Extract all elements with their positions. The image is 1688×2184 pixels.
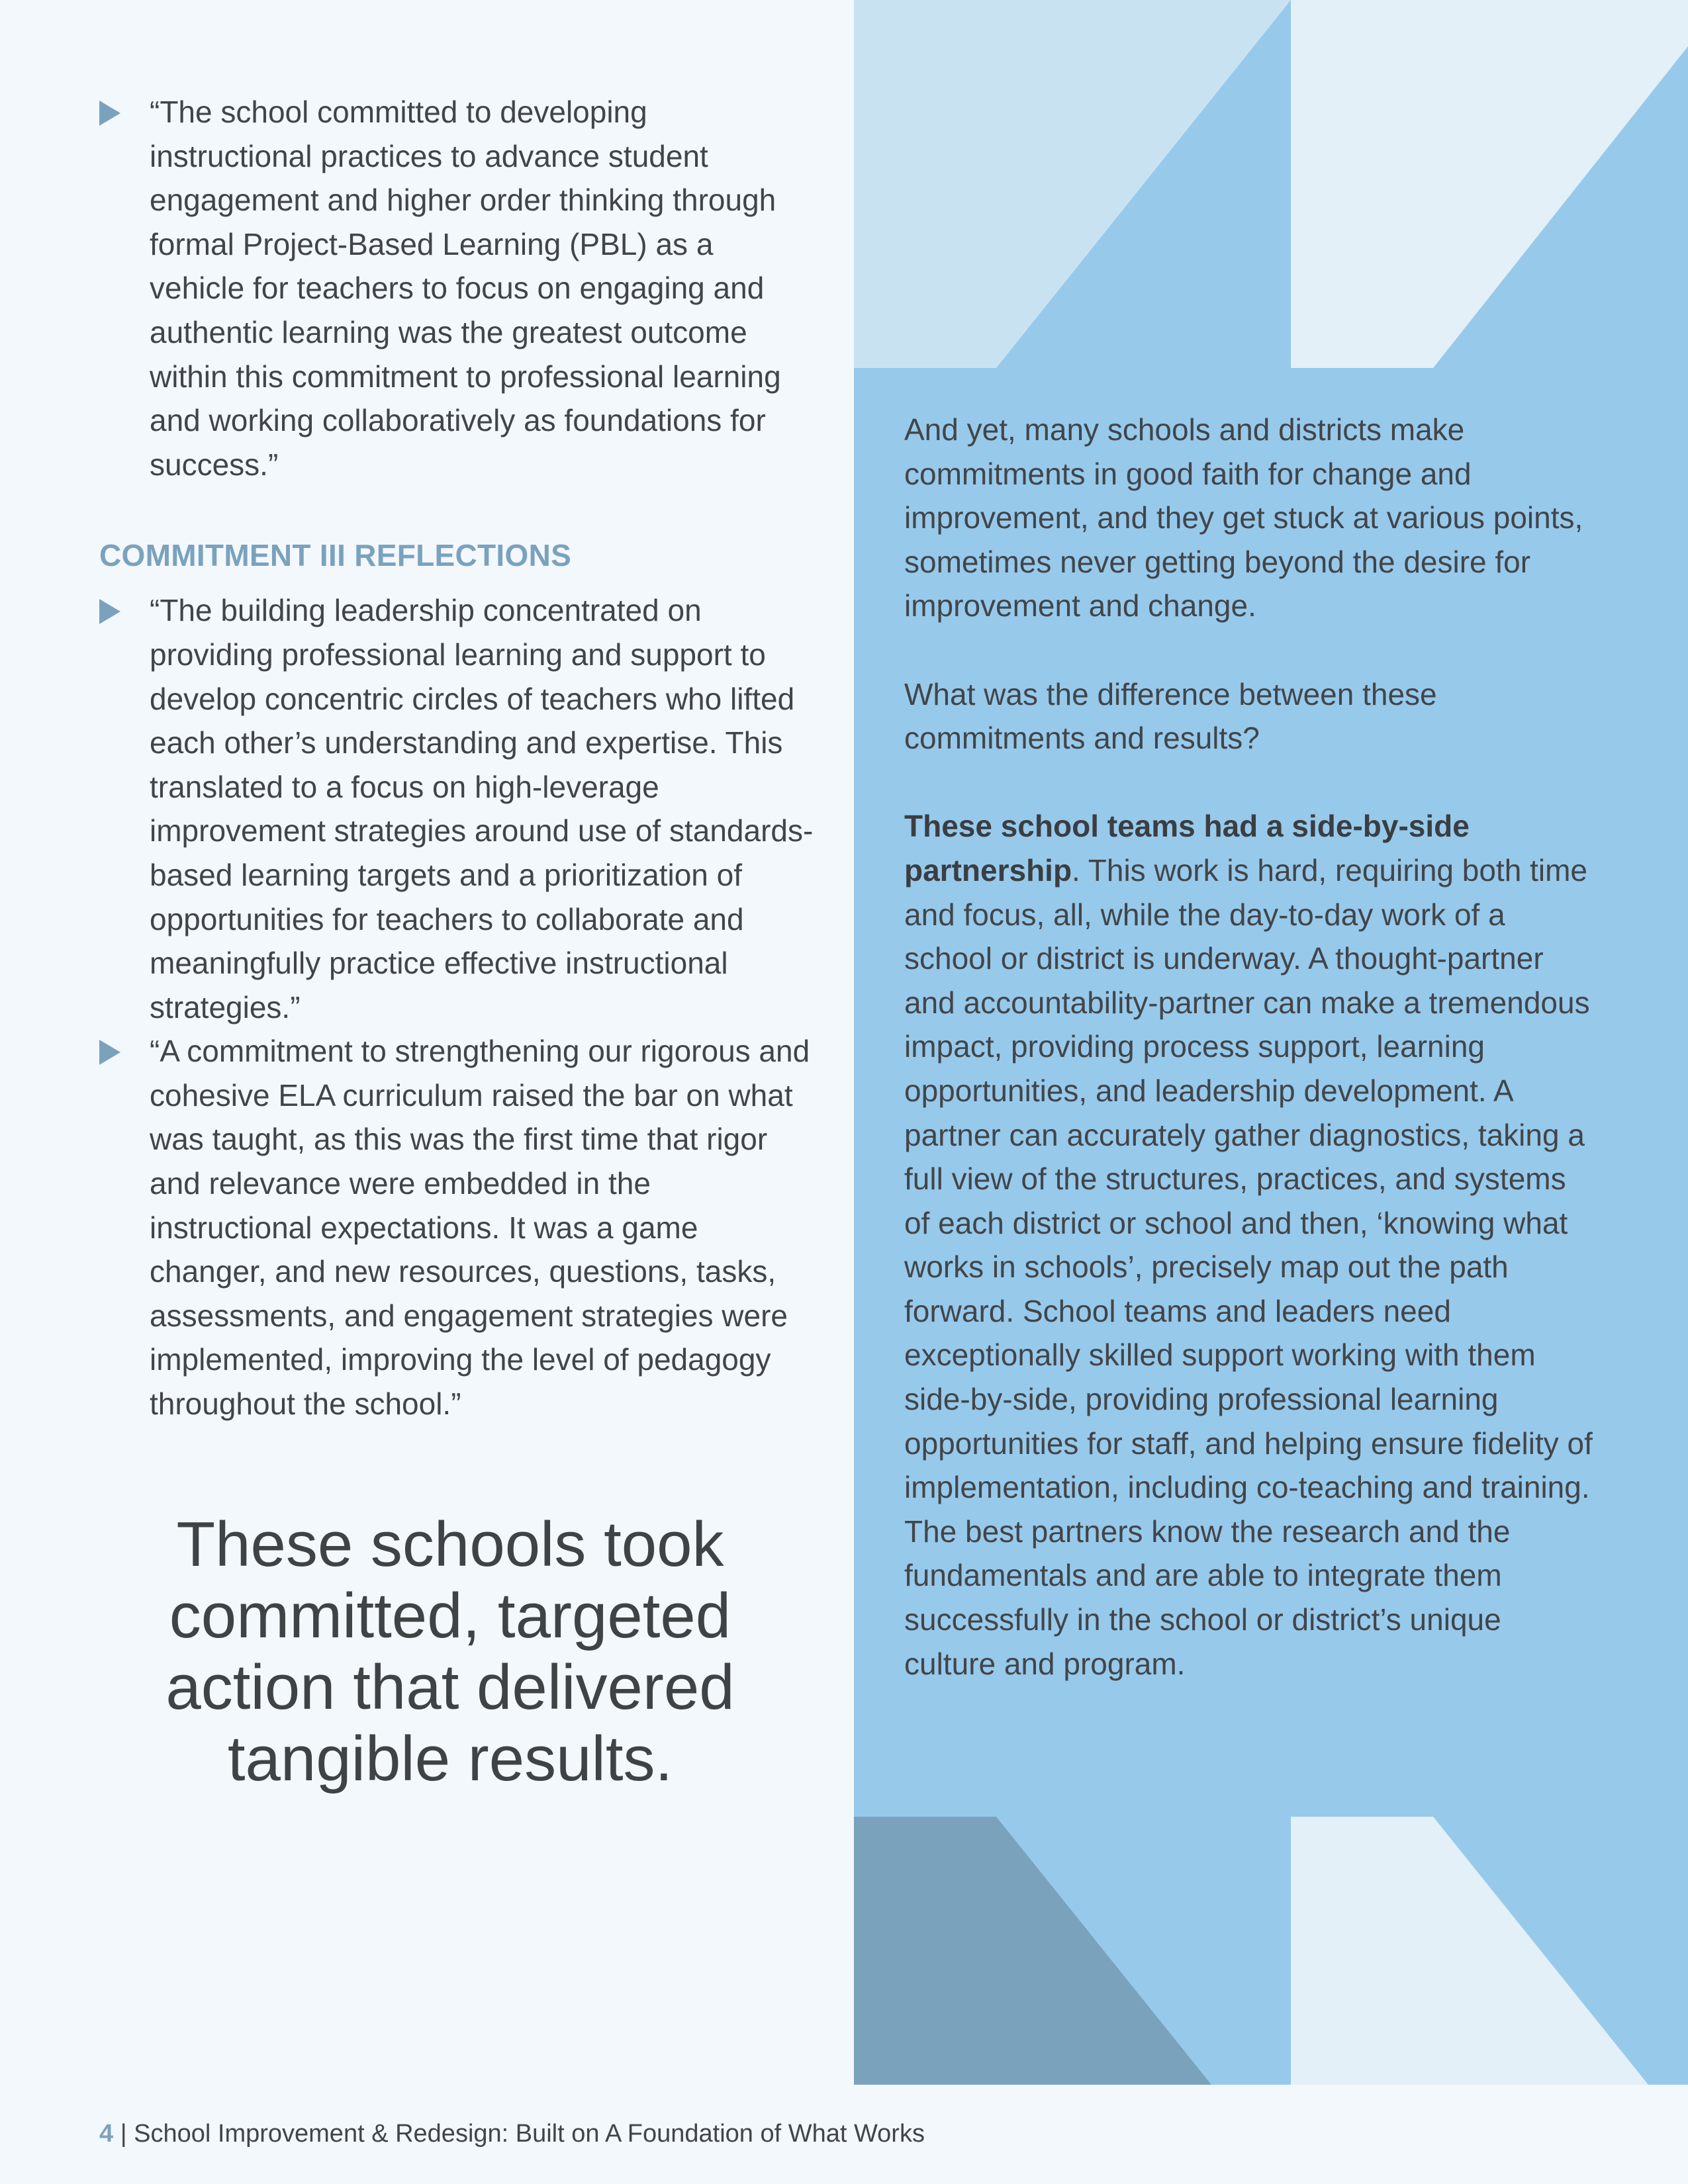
list-item [99, 90, 814, 486]
paragraph: What was the difference between these commitments and results? [904, 676, 1437, 756]
pull-quote: These schools took committed, targeted action that delivered tangible results. [165, 1509, 735, 1794]
page-footer [99, 2118, 925, 2150]
triangle-bullet-icon [99, 1040, 120, 1065]
triangle-bullet-icon [99, 599, 120, 624]
paragraph [904, 804, 1593, 1686]
list-item [99, 1029, 814, 1426]
bold-lead-in: These school teams had a side-by-side partnership [904, 809, 1470, 887]
footer-separator: | [113, 2120, 134, 2148]
triangle-bullet-icon [99, 101, 120, 126]
page-number: 4 [99, 2120, 114, 2148]
quote-text: “A commitment to strengthening our rigorous and cohesive ELA curriculum raised the bar on what was taught, as this was the first time that rigor and relevance were embedded in the instructional expectations. It was a game changer, and new resources, questions, tasks, assessments, and engagement strategies were implemented, improving the level of pedagogy throughout the school.” [150, 1034, 810, 1422]
right-column [904, 408, 1593, 1730]
section-heading: COMMITMENT III REFLECTIONS [99, 538, 572, 573]
paragraph: And yet, many schools and districts make commitments in good faith for change and improvement, and they get stuck at various points, sometimes never getting beyond the desire for improvement and change. [904, 412, 1583, 623]
quote-text: “The building leadership concentrated on providing professional learning and support to develop concentric circles of teachers who lifted each other’s understanding and expertise. This translated to a focus on high-leverage improvement strategies around use of standards-based learning targets and a prioritization of opportunities for teachers to collaborate and meaningfully practice effective instructional strategies.” [150, 593, 814, 1024]
list-item [99, 588, 814, 1029]
paragraph-body: . This work is hard, requiring both time and focus, all, while the day-to-day work of a school or district is underway. A thought-partner and accountability-partner can make a tremendous impact, providing process support, learning opportunities, and leadership development. A partner can accurately gather diagnostics, taking a full view of the structures, practices, and systems of each district or school and then, ‘knowing what works in schools’, precisely map out the path forward. School teams and leaders need exceptionally skilled support working with them side-by-side, providing professional learning opportunities for staff, and helping ensure fidelity of implementation, including co-teaching and training. The best partners know the research and the fundamentals and are able to integrate them successfully in the school or district’s unique culture and program. [904, 852, 1593, 1681]
quote-text: “The school committed to developing instructional practices to advance student engagement and higher order thinking through formal Project-Based Learning (PBL) as a vehicle for teachers to focus on engaging and authentic learning was the greatest outcome within this commitment to professional learning and working collaboratively as foundations for success.” [150, 95, 781, 482]
document-title: School Improvement & Redesign: Built on A Foundation of What Works [134, 2120, 925, 2148]
left-column [99, 90, 814, 1426]
